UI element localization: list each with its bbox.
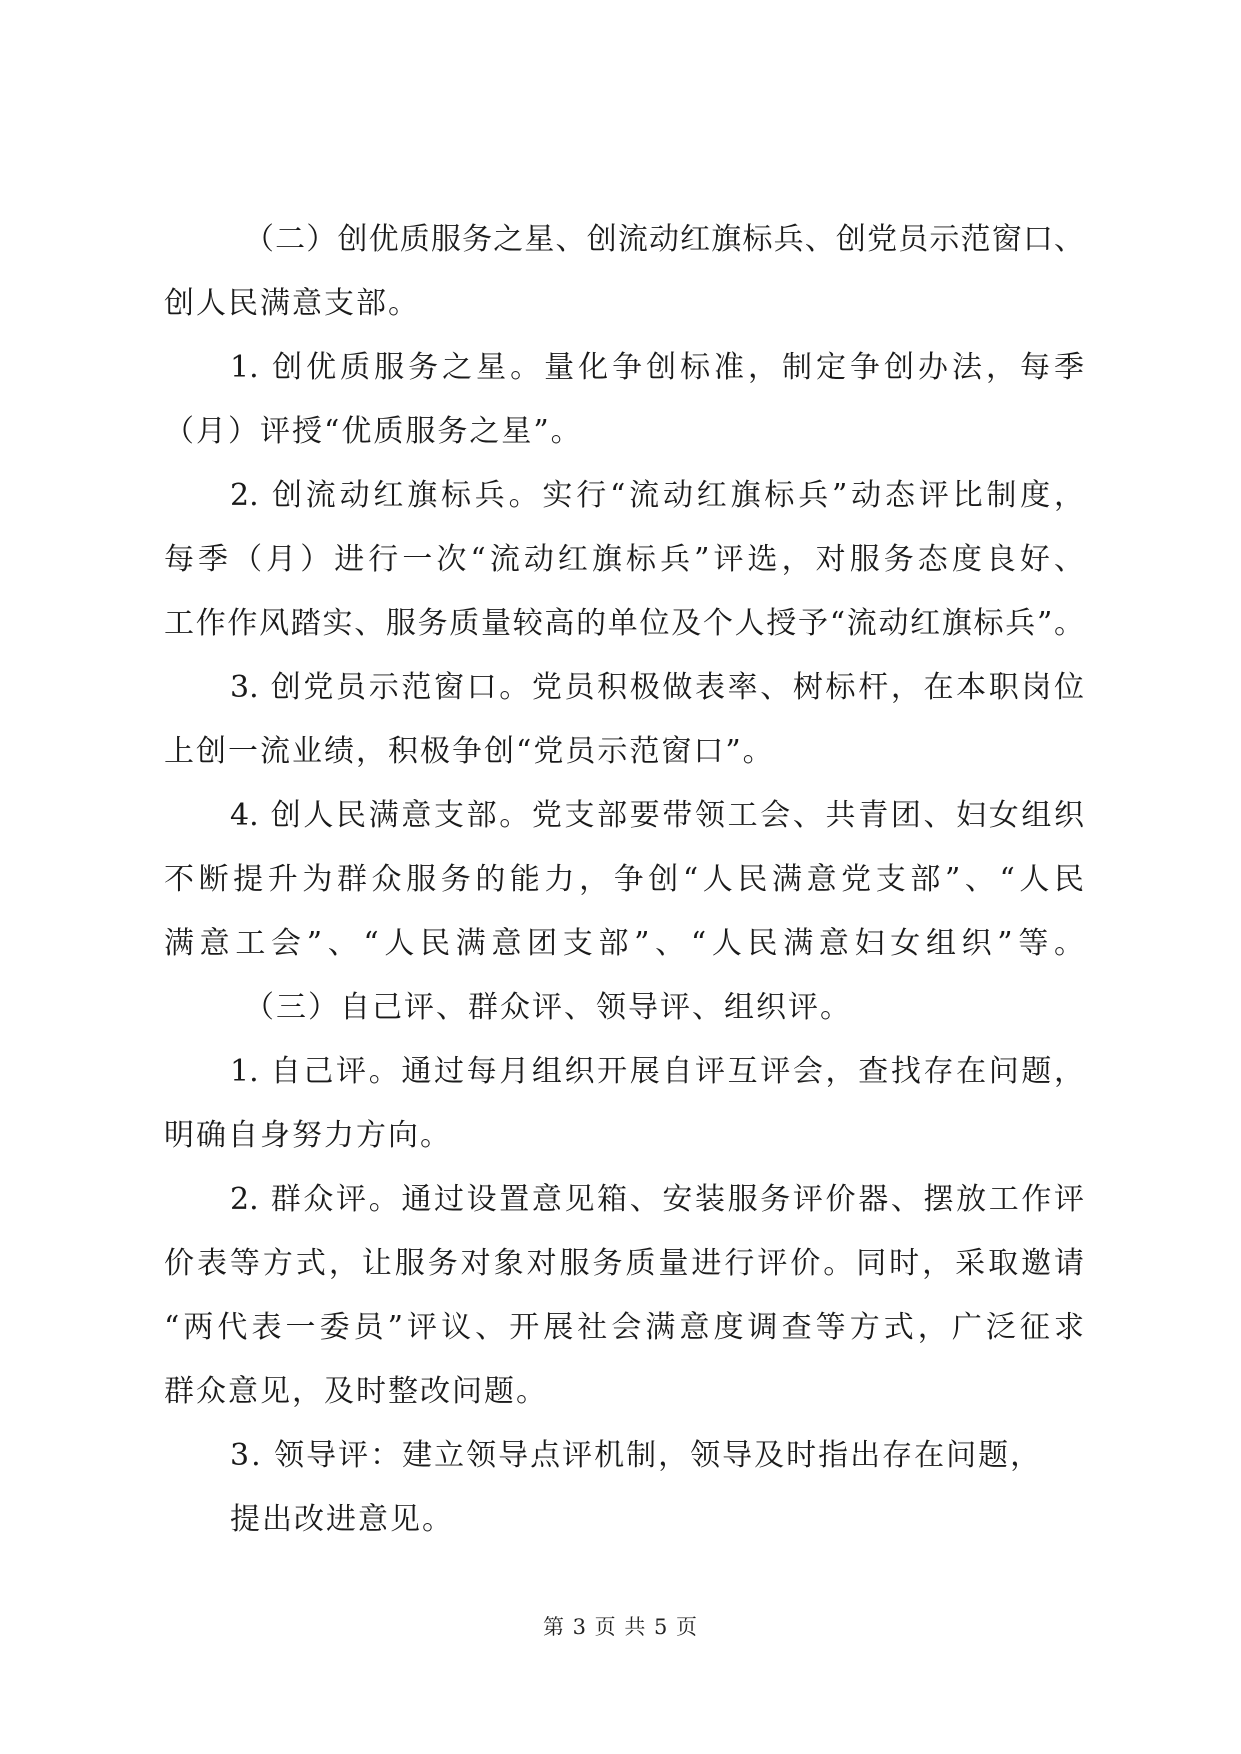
item-4-people-branch: 4. 创人民满意支部。党支部要带领工会、共青团、妇女组织 xyxy=(230,798,1084,833)
paragraph-line: 创人民满意支部。 xyxy=(164,286,420,321)
section-heading-3: （三）自己评、群众评、领导评、组织评。 xyxy=(244,990,852,1025)
paragraph-line: 群众意见，及时整改问题。 xyxy=(164,1374,548,1409)
paragraph-line: 满意工会”、“人民满意团支部”、“人民满意妇女组织”等。 xyxy=(164,926,1084,961)
eval-1-self: 1. 自己评。通过每月组织开展自评互评会，查找存在问题， xyxy=(230,1054,1084,1089)
eval-2-public: 2. 群众评。通过设置意见箱、安装服务评价器、摆放工作评 xyxy=(230,1182,1084,1217)
paragraph-line: （月）评授“优质服务之星”。 xyxy=(164,414,583,449)
paragraph-line: 上创一流业绩，积极争创“党员示范窗口”。 xyxy=(164,734,775,769)
paragraph-line: “两代表一委员”评议、开展社会满意度调查等方式，广泛征求 xyxy=(164,1310,1084,1345)
paragraph-line: 每季（月）进行一次“流动红旗标兵”评选，对服务态度良好、 xyxy=(164,542,1084,577)
paragraph-line: 提出改进意见。 xyxy=(230,1502,454,1537)
paragraph-line: 不断提升为群众服务的能力，争创“人民满意党支部”、“人民 xyxy=(164,862,1084,897)
paragraph-line: 价表等方式，让服务对象对服务质量进行评价。同时，采取邀请 xyxy=(164,1246,1084,1281)
item-3-party-window: 3. 创党员示范窗口。党员积极做表率、树标杆，在本职岗位 xyxy=(230,670,1084,705)
page-number-footer: 第 3 页 共 5 页 xyxy=(542,1615,699,1639)
paragraph-line: 工作作风踏实、服务质量较高的单位及个人授予“流动红旗标兵”。 xyxy=(164,606,1084,641)
section-heading-2: （二）创优质服务之星、创流动红旗标兵、创党员示范窗口、 xyxy=(244,222,1084,257)
item-1-star: 1. 创优质服务之星。量化争创标准，制定争创办法，每季 xyxy=(230,350,1084,385)
paragraph-line: 明确自身努力方向。 xyxy=(164,1118,452,1153)
item-2-red-flag: 2. 创流动红旗标兵。实行“流动红旗标兵”动态评比制度， xyxy=(230,478,1084,513)
eval-3-leader: 3. 领导评：建立领导点评机制，领导及时指出存在问题， xyxy=(230,1438,1043,1473)
